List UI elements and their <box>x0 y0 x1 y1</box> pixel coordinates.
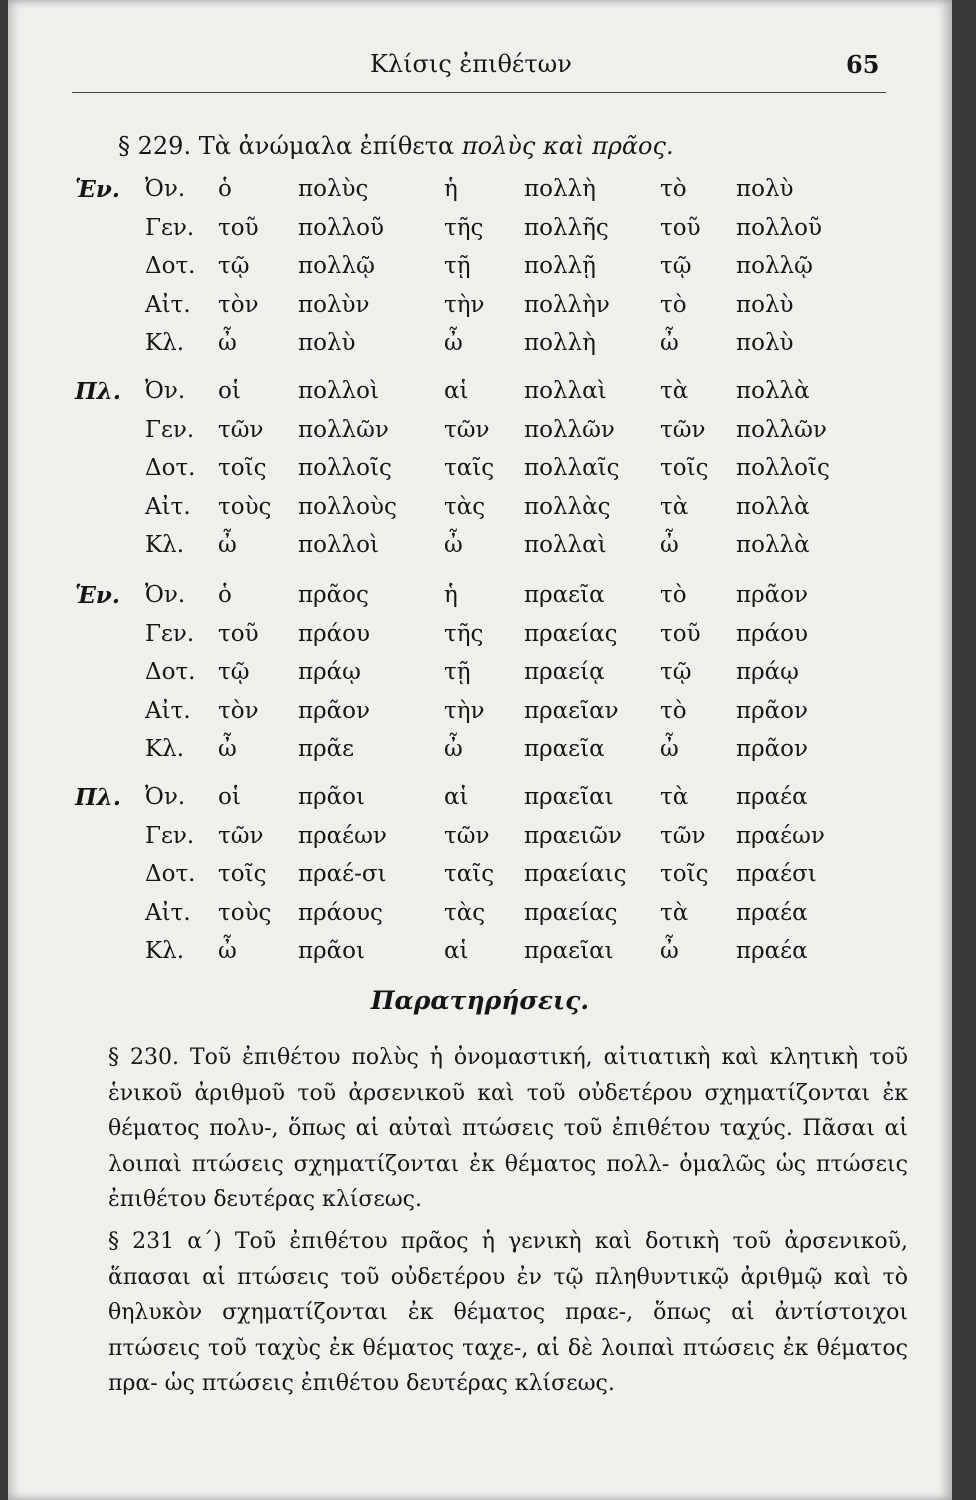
table-row <box>8 417 952 453</box>
neut-article: τὸ <box>660 291 687 318</box>
neut-form: πράῳ <box>736 659 799 685</box>
case-label: Αἰτ. <box>145 493 191 520</box>
table-row <box>8 215 952 251</box>
masc-form: πραέ-σι <box>298 861 387 887</box>
neut-form: πολλοῖς <box>736 455 830 481</box>
case-label: Δοτ. <box>145 659 196 685</box>
fem-article: ὦ <box>444 330 463 356</box>
case-label: Γεν. <box>145 822 195 849</box>
fem-article: τὴν <box>444 697 485 724</box>
neut-article: τοῖς <box>660 455 709 481</box>
neut-article: ὦ <box>660 938 679 964</box>
masc-form: πολλοὺς <box>298 493 397 520</box>
masc-article: τοῖς <box>218 455 267 481</box>
fem-article: ὦ <box>444 532 463 558</box>
fem-article: ἡ <box>444 582 458 608</box>
book-page <box>8 0 952 1500</box>
masc-article: ὦ <box>218 736 237 762</box>
case-label: Κλ. <box>145 938 185 964</box>
masc-form: πολλοῖς <box>298 455 392 481</box>
fem-form: πολλῇ <box>524 253 596 279</box>
masc-article: ὁ <box>218 176 232 202</box>
table-row <box>8 330 952 366</box>
fem-form: πραείαις <box>524 861 627 887</box>
table-row <box>8 378 952 414</box>
neut-article: τὰ <box>660 899 689 926</box>
section-229-heading <box>118 132 674 160</box>
fem-article: ταῖς <box>444 861 495 887</box>
fem-form: πραείας <box>524 620 618 647</box>
masc-article: ὁ <box>218 582 232 608</box>
fem-form: πολλὴ <box>524 176 596 202</box>
fem-article: τῶν <box>444 416 490 443</box>
masc-article: τῶν <box>218 416 264 443</box>
masc-form: πολὺ <box>298 330 356 356</box>
masc-article: τῷ <box>218 253 250 279</box>
table-row <box>8 659 952 695</box>
fem-article: αἱ <box>444 784 469 810</box>
neut-article: τοῦ <box>660 620 701 647</box>
case-label: Δοτ. <box>145 253 196 279</box>
neut-article: τῷ <box>660 659 692 685</box>
table-row <box>8 532 952 568</box>
running-title: Κλίσις ἐπιθέτων <box>370 50 572 78</box>
table-row <box>8 253 952 289</box>
masc-article: τοῦ <box>218 214 259 241</box>
conjunction: καὶ <box>542 132 585 160</box>
neut-article: ὦ <box>660 330 679 356</box>
fem-form: πολλὰς <box>524 493 611 520</box>
neut-article: τὰ <box>660 784 689 810</box>
fem-form: πολλῶν <box>524 416 615 443</box>
masc-article: τῶν <box>218 822 264 849</box>
neut-form: πρᾶον <box>736 582 808 608</box>
neut-form: πολὺ <box>736 330 794 356</box>
fem-form: πολλῆς <box>524 214 609 241</box>
neut-form: πράου <box>736 620 808 647</box>
fem-form: πολλαὶ <box>524 532 607 558</box>
paragraph-230: § 230. Τοῦ ἐπιθέτου πολὺς ἡ ὀνομαστική, αἰτιατικὴ καὶ κλητικὴ τοῦ ἑνικοῦ ἀριθμοῦ τοῦ ἀρσενικοῦ καὶ τοῦ οὐδετέρου σχηματίζονται ἐκ θέματος πολυ-, ὅπως αἱ αὐταὶ πτώσεις τοῦ ἐπιθέτου ταχύς. Πᾶσαι αἱ λοιπαὶ πτώσεις σχηματίζονται ἐκ θέματος πολλ- ὁμαλῶς ὡς πτώσεις ἐπιθέτου δευτέρας κλίσεως. <box>108 1045 908 1212</box>
fem-form: πραεῖα <box>524 582 605 608</box>
masc-form: πολλοῦ <box>298 214 384 241</box>
fem-form: πολλὴ <box>524 330 596 356</box>
case-label: Ὀν. <box>145 176 186 202</box>
table-row <box>8 861 952 897</box>
masc-article: τὸν <box>218 697 259 724</box>
neut-article: τὰ <box>660 493 689 520</box>
case-label: Γεν. <box>145 416 195 443</box>
fem-article: ἡ <box>444 176 458 202</box>
case-label: Ὀν. <box>145 582 186 608</box>
masc-article: τοὺς <box>218 493 272 520</box>
neut-article: τὸ <box>660 176 687 202</box>
fem-article: τὴν <box>444 291 485 318</box>
number-label: Ἑν. <box>75 582 120 609</box>
masc-form: πολὺν <box>298 291 370 318</box>
masc-form: πρᾶον <box>298 697 370 724</box>
fem-form: πολλαὶ <box>524 378 607 404</box>
neut-form: πρᾶον <box>736 697 808 724</box>
masc-form: πολλοὶ <box>298 378 379 404</box>
neut-article: τῷ <box>660 253 692 279</box>
number-label: Πλ. <box>75 378 121 405</box>
neut-article: τῶν <box>660 416 706 443</box>
neut-form: πολλῶν <box>736 416 827 443</box>
masc-article: τὸν <box>218 291 259 318</box>
case-label: Δοτ. <box>145 455 196 481</box>
neut-form: πρᾶον <box>736 736 808 762</box>
fem-form: πραεῖαι <box>524 938 614 964</box>
case-label: Κλ. <box>145 330 185 356</box>
neut-form: πολλὰ <box>736 378 810 404</box>
case-label: Κλ. <box>145 532 185 558</box>
fem-form: πολλαῖς <box>524 455 620 481</box>
fem-form: πραεῖαν <box>524 697 619 724</box>
neut-article: τὰ <box>660 378 689 404</box>
table-row <box>8 698 952 734</box>
fem-form: πραειῶν <box>524 822 622 849</box>
table-row <box>8 938 952 974</box>
fem-article: τῇ <box>444 659 471 685</box>
fem-form: πραεῖα <box>524 736 605 762</box>
number-label: Πλ. <box>75 784 121 811</box>
neut-form: πολλὰ <box>736 532 810 558</box>
masc-form: πρᾶοι <box>298 938 366 964</box>
adjective-2: πρᾶος. <box>591 132 674 160</box>
neut-form: πολὺ <box>736 176 794 202</box>
fem-article: τῆς <box>444 214 484 241</box>
masc-article: οἱ <box>218 784 241 810</box>
section-number: § 229. <box>118 132 192 160</box>
fem-article: ὦ <box>444 736 463 762</box>
adjective-1: πολὺς <box>461 132 536 160</box>
table-row <box>8 900 952 936</box>
masc-form: πολλοὶ <box>298 532 379 558</box>
masc-article: ὦ <box>218 938 237 964</box>
fem-article: ταῖς <box>444 455 495 481</box>
fem-form: πραείᾳ <box>524 659 605 685</box>
table-row <box>8 621 952 657</box>
table-row <box>8 494 952 530</box>
neut-article: τὸ <box>660 697 687 724</box>
masc-form: πολὺς <box>298 176 369 202</box>
neut-form: πραέα <box>736 784 808 810</box>
masc-article: ὦ <box>218 330 237 356</box>
observations-heading: Παρατηρήσεις. <box>370 986 590 1015</box>
fem-article: τῆς <box>444 620 484 647</box>
neut-form: πραέα <box>736 899 808 926</box>
case-label: Ὀν. <box>145 378 186 404</box>
masc-article: τοὺς <box>218 899 272 926</box>
neut-form: πολλῷ <box>736 253 813 279</box>
case-label: Αἰτ. <box>145 697 191 724</box>
fem-form: πραεῖαι <box>524 784 614 810</box>
neut-article: τοῖς <box>660 861 709 887</box>
fem-form: πολλὴν <box>524 291 610 318</box>
neut-article: ὦ <box>660 736 679 762</box>
masc-article: τοῦ <box>218 620 259 647</box>
table-row <box>8 455 952 491</box>
masc-form: πράῳ <box>298 659 361 685</box>
table-row <box>8 292 952 328</box>
fem-article: αἱ <box>444 938 469 964</box>
fem-form: πραείας <box>524 899 618 926</box>
masc-form: πολλῷ <box>298 253 375 279</box>
neut-form: πραέων <box>736 822 825 849</box>
neut-form: πολλὰ <box>736 493 810 520</box>
masc-form: πραέων <box>298 822 387 849</box>
case-label: Αἰτ. <box>145 899 191 926</box>
page-number: 65 <box>846 50 880 79</box>
masc-form: πρᾶος <box>298 582 369 608</box>
case-label: Κλ. <box>145 736 185 762</box>
neut-article: ὦ <box>660 532 679 558</box>
table-row <box>8 736 952 772</box>
masc-form: πρᾶοι <box>298 784 366 810</box>
neut-form: πολλοῦ <box>736 214 822 241</box>
fem-article: τῇ <box>444 253 471 279</box>
masc-article: τοῖς <box>218 861 267 887</box>
header-rule <box>72 92 886 93</box>
table-row <box>8 784 952 820</box>
case-label: Δοτ. <box>145 861 196 887</box>
neut-article: τῶν <box>660 822 706 849</box>
fem-article: τὰς <box>444 899 486 926</box>
table-row <box>8 176 952 212</box>
heading-text: Τὰ ἀνώμαλα ἐπίθετα <box>198 132 455 160</box>
masc-form: πράους <box>298 899 383 926</box>
case-label: Ὀν. <box>145 784 186 810</box>
neut-article: τὸ <box>660 582 687 608</box>
table-row <box>8 582 952 618</box>
paragraph-231: § 231 α΄) Τοῦ ἐπιθέτου πρᾶος ἡ γενικὴ καὶ δοτικὴ τοῦ ἀρσενικοῦ, ἅπασαι αἱ πτώσεις τοῦ οὐδετέρου ἐν τῷ πληθυντικῷ ἀριθμῷ καὶ τὸ θηλυκὸν σχηματίζονται ἐκ θέματος πραε-, ὅπως αἱ ἀντίστοιχοι πτώσεις τοῦ ταχὺς ἐκ θέματος ταχε-, αἱ δὲ λοιπαὶ πτώσεις ἐκ θέματος πρα- ὡς πτώσεις ἐπιθέτου δευτέρας κλίσεως. <box>108 1229 908 1396</box>
masc-form: πράου <box>298 620 370 647</box>
table-row <box>8 823 952 859</box>
masc-form: πρᾶε <box>298 736 355 762</box>
masc-article: ὦ <box>218 532 237 558</box>
fem-article: τῶν <box>444 822 490 849</box>
case-label: Γεν. <box>145 214 195 241</box>
masc-article: τῷ <box>218 659 250 685</box>
fem-article: αἱ <box>444 378 469 404</box>
neut-form: πραέα <box>736 938 808 964</box>
neut-form: πραέσι <box>736 861 817 887</box>
neut-article: τοῦ <box>660 214 701 241</box>
case-label: Αἰτ. <box>145 291 191 318</box>
masc-form: πολλῶν <box>298 416 389 443</box>
number-label: Ἑν. <box>75 176 120 203</box>
case-label: Γεν. <box>145 620 195 647</box>
neut-form: πολὺ <box>736 291 794 318</box>
masc-article: οἱ <box>218 378 241 404</box>
fem-article: τὰς <box>444 493 486 520</box>
